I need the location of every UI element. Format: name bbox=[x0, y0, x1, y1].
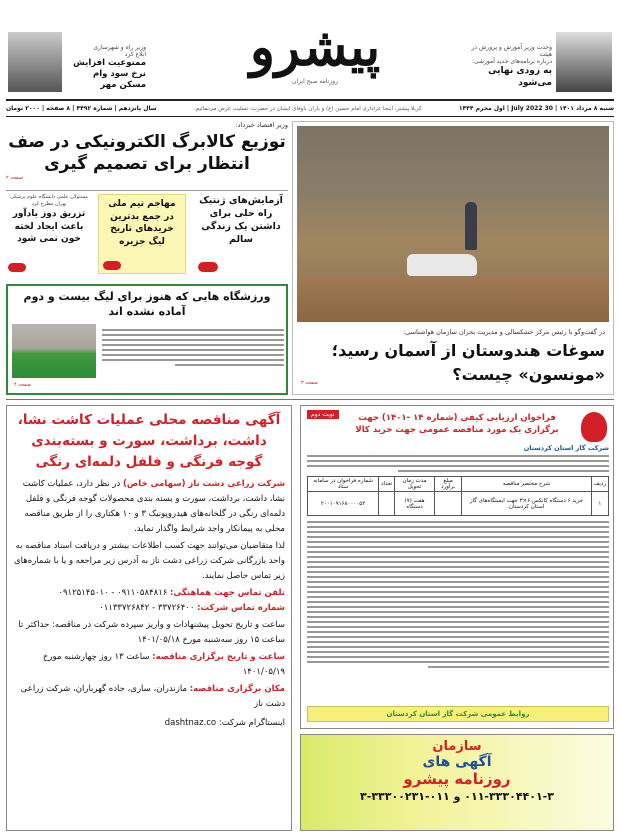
main-story[interactable] bbox=[6, 121, 288, 187]
car-in-water bbox=[407, 254, 477, 276]
masthead-divider bbox=[6, 99, 614, 101]
gas-ad-body-text bbox=[307, 518, 609, 698]
ads-box-line-1: سازمان bbox=[432, 739, 482, 754]
masthead-subtitle: روزنامه صبح ایران bbox=[292, 78, 338, 85]
main-story-divider bbox=[6, 190, 288, 191]
tender-place-label: مکان برگزاری مناقصه: bbox=[189, 684, 285, 694]
man-figure bbox=[465, 202, 477, 250]
sports-story[interactable] bbox=[6, 284, 288, 395]
table-cell: ۲۰۰۱۰۹۱۶۸۰۰۰۰۵۲ bbox=[308, 492, 379, 516]
photo-story-kicker: در گفت‌وگو با رئیس مرکز خشکسالی و مدیریت بحران سازمان هواشناسی: bbox=[403, 328, 605, 336]
table-cell: خرید ۶ دستگاه کانکس ۶×۳ جهت ایستگاه‌های گاز استان کردستان bbox=[462, 492, 591, 516]
table-header-row bbox=[308, 477, 609, 492]
left-teaser-headline[interactable]: ممنوعیت افزایش نرخ سود وام مسکن مهر bbox=[73, 58, 146, 90]
gas-ad-footer: روابط عمومی شرکت گاز استان کردستان bbox=[307, 706, 609, 722]
table-header-cell: شرح مختصر مناقصه bbox=[462, 477, 591, 492]
tender-body-1: در نظر دارد، عملیات کاشت نشا، داشت، برداشت، سورت و بسته بندی محصولات گوجه فرنگی و فلفل دلمه‌ای رنگی در گلخانه‌های هیدروپونیک ۳ و ۱۰ هکتاری را از طریق مناقصه محلی به پیمانکار واجد شرایط واگذار نماید. bbox=[22, 479, 285, 534]
red-badge-icon bbox=[103, 261, 121, 270]
col-item-3[interactable] bbox=[196, 194, 286, 274]
table-cell bbox=[379, 492, 395, 516]
table-header-cell: شماره فراخوان در سامانه ستاد bbox=[308, 477, 379, 492]
minister-right-photo bbox=[556, 32, 612, 92]
section-divider bbox=[6, 399, 614, 400]
issue-line: سال پانزدهم | شماره ۴۴۹۲ | ۸ صفحه | ۲۰۰۰ تومان bbox=[6, 105, 157, 112]
ads-box-line-2: آگهی های bbox=[422, 754, 492, 770]
ads-box-phone[interactable]: ۰۱۱-۳۳۳۰۴۴۰۱-۳ و ۰۱۱-۳۳۳۰۰۲۳۱-۳ bbox=[360, 790, 554, 803]
tender-instagram[interactable]: اینستاگرام شرکت: dashtnaz.co bbox=[164, 718, 285, 728]
left-teaser-role: وزیر راه و شهرسازی bbox=[93, 44, 146, 51]
water-wave bbox=[297, 276, 609, 322]
tender-phone-label: تلفن تماس جهت هماهنگی: bbox=[170, 588, 285, 598]
col-item-1[interactable] bbox=[6, 194, 92, 274]
gas-logo-icon bbox=[581, 412, 607, 442]
table-row bbox=[308, 492, 609, 516]
table-cell: ۱ bbox=[591, 492, 608, 516]
tender-ad-gas-kurdistan[interactable] bbox=[300, 405, 614, 729]
newspaper-ads-box[interactable] bbox=[300, 734, 614, 831]
table-header-cell: تعداد bbox=[379, 477, 395, 492]
tender-phone[interactable]: ۰۹۱۱۰۵۸۴۸۱۶ - ۰۹۱۲۵۱۴۵۰۱۰ bbox=[58, 588, 168, 598]
red-badge-icon bbox=[8, 263, 26, 272]
tender-opening-label: ساعت و تاریخ برگزاری مناقصه: bbox=[152, 652, 285, 662]
quote-line: کربلا پیشتر، اینجا عزاداری امام حسین (ع) و یاران باوفای ایشان در حضرت، تسلیت عرض می‌نمائیم. bbox=[193, 105, 422, 112]
table-header-cell: مدت زمان تحویل bbox=[395, 477, 435, 492]
tender-opening: ساعت ۱۳ روز چهارشنبه مورخ ۱۴۰۱/۰۵/۱۹ bbox=[42, 652, 285, 677]
tender-contact[interactable]: ۳۳۷۲۶۴۰۰ - ۰۱۱۳۳۷۲۶۸۴۲ bbox=[99, 603, 195, 613]
date-line: شنبه ۸ مرداد ۱۴۰۱ | 30 July 2022 | اول محرم ۱۴۴۴ bbox=[458, 105, 614, 112]
ads-box-line-3: روزنامه پیشرو bbox=[403, 770, 511, 788]
main-story-headline[interactable]: توزیع کالابرگ الکترونیکی در صف انتظار برای تصمیم گیری bbox=[8, 132, 286, 174]
table-cell bbox=[434, 492, 462, 516]
gas-ad-intro-text bbox=[307, 444, 609, 475]
tender-place: مازندران، ساری، جاده گهرباران، شرکت زراعی دشت ناز bbox=[20, 684, 285, 709]
right-teaser-role: وحدت وزیر آموزش و پرورش در هیئت bbox=[471, 44, 552, 58]
red-badge-icon bbox=[198, 262, 218, 272]
col-item-2[interactable] bbox=[98, 194, 186, 274]
gas-company: شرکت گاز استان کردستان bbox=[523, 444, 609, 452]
date-bar-divider bbox=[6, 116, 614, 117]
col-item-1-kicker: مسئولان علمی دانشگاه علوم پزشکی تهران مطرح کرد bbox=[10, 194, 88, 207]
main-story-page-ref: صفحه ۲ bbox=[6, 175, 23, 181]
tender-deadline: ساعت و تاریخ تحویل پیشنهادات و واریز سپرده شرکت در مناقصه: حداکثر تا ساعت ۱۵ روز سه‌شنبه مورخ ۱۴۰۱/۰۵/۱۸ bbox=[18, 620, 285, 645]
sports-story-page-ref: صفحه ۴ bbox=[14, 382, 31, 388]
col-item-3-headline[interactable]: آزمایش‌های ژنتیک راه حلی برای داشتن یک زندگی سالم bbox=[199, 195, 283, 245]
left-teaser-sub: ابلاغ کرد bbox=[124, 51, 146, 58]
right-teaser-sub: درباره برنامه‌های جدید آموزشی: bbox=[471, 58, 552, 65]
gas-tender-table bbox=[307, 476, 609, 516]
minister-left-photo bbox=[8, 32, 62, 92]
date-bar bbox=[6, 102, 614, 115]
tender-contact-label: شماره تماس شرکت: bbox=[197, 603, 285, 613]
photo-story-page-ref: صفحه ۳ bbox=[301, 380, 318, 386]
sports-story-headline[interactable]: ورزشگاه هایی که هنوز برای لیگ بیست و دوم آماده نشده اند bbox=[23, 290, 271, 318]
photo-story-headline-2[interactable]: «مونسون» چیست؟ bbox=[452, 365, 605, 384]
second-notice-badge: نوبت دوم bbox=[307, 410, 339, 419]
tender-ad-dashtnaz[interactable] bbox=[6, 405, 292, 831]
tender-company: شرکت زراعی دشت ناز (سهامی خاص) bbox=[122, 479, 285, 489]
stadium-photo bbox=[12, 324, 96, 378]
right-teaser-headline[interactable]: به زودی نهایی می‌شود bbox=[488, 66, 552, 88]
main-story-kicker: وزیر اقتصاد خبرداد: bbox=[235, 121, 288, 129]
col-item-1-headline[interactable]: تزریق دوز یادآور باعث ایجاد لخته خون نمی شود bbox=[12, 209, 86, 244]
col-item-2-headline[interactable]: مهاجم تیم ملی در جمع بدترین خریدهای تاریخ لیگ جزیره bbox=[108, 199, 176, 247]
table-cell: هفت (۷) دستگاه bbox=[395, 492, 435, 516]
masthead-logo[interactable]: پیشرو روزنامه صبح ایران bbox=[225, 18, 405, 85]
tender-ad-title: آگهی مناقصه محلی عملیات کاشت نشا، داشت، برداشت، سورت و بسته‌بندی گوجه فرنگی و فلفل دلمه‌ای رنگی bbox=[17, 412, 281, 470]
table-header-cell: مبلغ برآورد bbox=[434, 477, 462, 492]
masthead bbox=[0, 0, 620, 98]
photo-story-headline-1[interactable]: سوغات هندوستان از آسمان رسید؛ bbox=[331, 341, 605, 360]
photo-story[interactable] bbox=[292, 121, 614, 395]
flood-photo bbox=[297, 126, 609, 322]
table-header-cell: ردیف bbox=[591, 477, 608, 492]
gas-ad-title: فراخوان ارزیابی کیفی (شماره ۱۴ -۱۴۰۱) جهت برگزاری یک مورد مناقصه عمومی جهت خرید کالا bbox=[355, 413, 559, 435]
sports-story-text bbox=[102, 326, 284, 378]
tender-body-2: لذا متقاضیان می‌توانند جهت کسب اطلاعات بیشتر و دریافت اسناد مناقصه به واحد بازرگانی شرکت زراعی دشت ناز به آدرس زیر مراجعه و یا با شماره‌های زیر تماس حاصل نمایند. bbox=[14, 541, 285, 581]
